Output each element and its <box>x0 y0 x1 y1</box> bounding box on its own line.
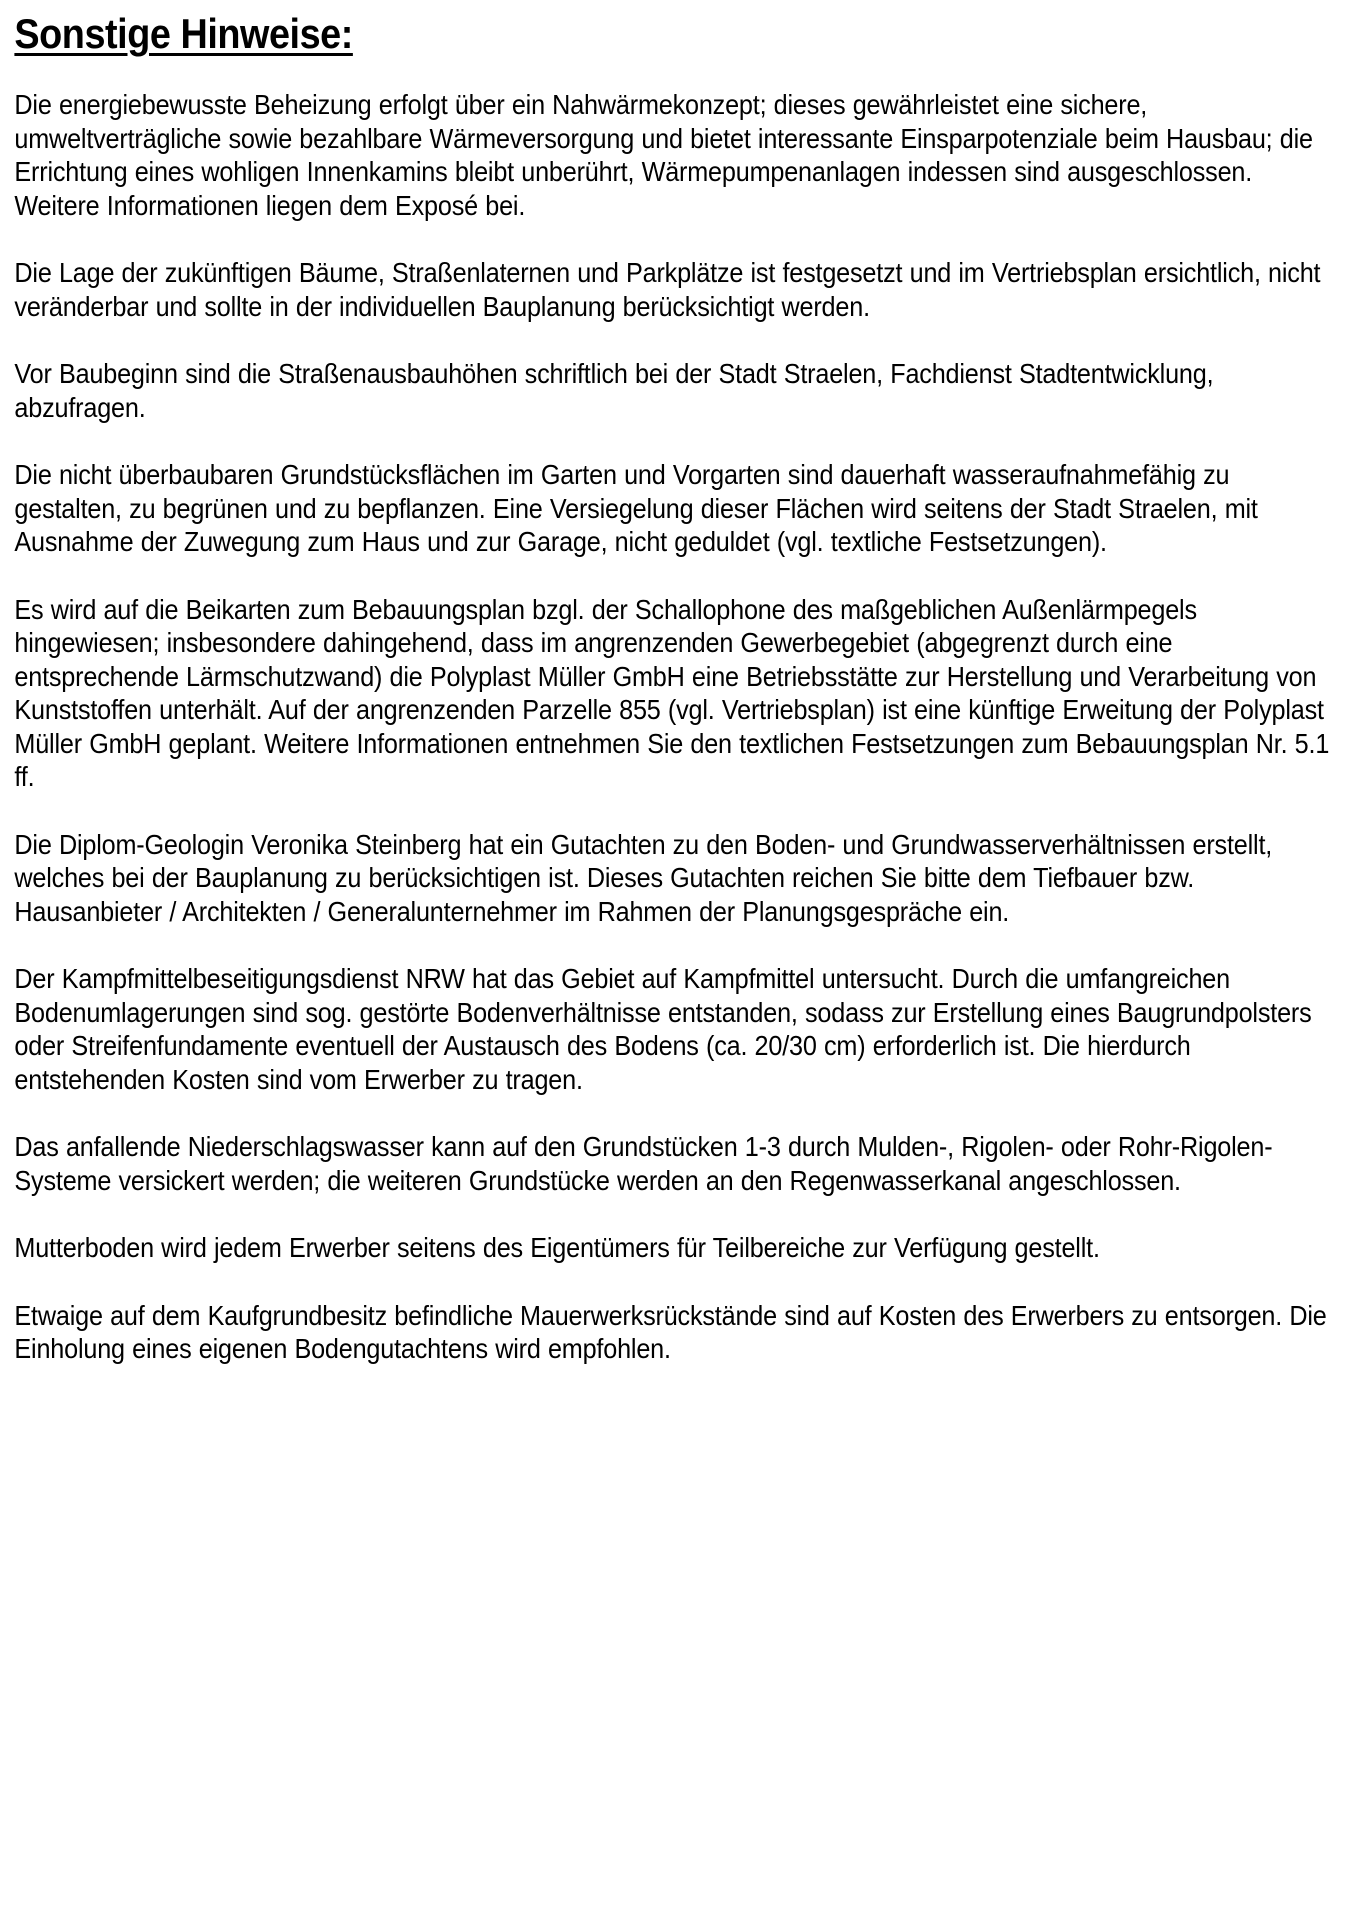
paragraph-ordnance-clearance: Der Kampfmittelbeseitigungsdienst NRW hat das Gebiet auf Kampfmittel untersucht. Durch die umfangreichen Bodenumlagerungen sind sog. gestörte Bodenverhältnisse entstanden, sodass zur Erstellung eines Baugrundpolsters oder Streifenfundamente eventuell der Austausch des Bodens (ca. 20/30 cm) erforderlich ist. Die hierdurch entstehenden Kosten sind vom Erwerber zu tragen. <box>14 963 1312 1095</box>
paragraph-trees-streetlights-parking: Die Lage der zukünftigen Bäume, Straßenlaternen und Parkplätze ist festgesetzt und im Vertriebsplan ersichtlich, nicht veränderbar und sollte in der individuellen Bauplanung berücksichtigt werden. <box>14 257 1321 322</box>
paragraph-masonry-residues: Etwaige auf dem Kaufgrundbesitz befindliche Mauerwerksrückstände sind auf Kosten des Erwerbers zu entsorgen. Die Einholung eines eigenen Bodengutachtens wird empfohlen. <box>14 1299 1327 1364</box>
paragraph-noise-map-polyplast: Es wird auf die Beikarten zum Bebauungsplan bzgl. der Schallophone des maßgeblichen Außenlärmpegels hingewiesen; insbesondere dahingehend, dass im angrenzenden Gewerbegebiet (abgegrenzt durch eine entsprechende Lärmschutzwand) die Polyplast Müller GmbH eine Betriebsstätte zur Herstellung und Verarbeitung von Kunststoffen unterhält. Auf der angrenzenden Parzelle 855 (vgl. Vertriebsplan) ist eine künftige Erweitung der Polyplast Müller GmbH geplant. Weitere Informationen entnehmen Sie den textlichen Festsetzungen zum Bebauungsplan Nr. 5.1 ff. <box>14 593 1330 792</box>
paragraph-energy-heating: Die energiebewusste Beheizung erfolgt über ein Nahwärmekonzept; dieses gewährleistet eine sichere, umweltverträgliche sowie bezahlbare Wärmeversorgung und bietet interessante Einsparpotenziale beim Hausbau; die Errichtung eines wohligen Innenkamins bleibt unberührt, Wärmepumpenanlagen indessen sind ausgeschlossen. Weitere Informationen liegen dem Exposé bei. <box>14 89 1313 221</box>
paragraph-rainwater-infiltration: Das anfallende Niederschlagswasser kann auf den Grundstücken 1-3 durch Mulden-, Rigolen- oder Rohr-Rigolen-Systeme versickert werden; die weiteren Grundstücke werden an den Regenwasserkanal angeschlossen. <box>14 1131 1273 1196</box>
paragraph-street-construction-heights: Vor Baubeginn sind die Straßenausbauhöhen schriftlich bei der Stadt Straelen, Fachdienst Stadtentwicklung, abzufragen. <box>14 358 1214 423</box>
page-title: Sonstige Hinweise: <box>14 10 353 57</box>
paragraph-topsoil-provision: Mutterboden wird jedem Erwerber seitens des Eigentümers für Teilbereiche zur Verfügung gestellt. <box>14 1232 1100 1263</box>
paragraph-unsealed-garden-areas: Die nicht überbaubaren Grundstücksflächen im Garten und Vorgarten sind dauerhaft wasseraufnahmefähig zu gestalten, zu begrünen und zu bepflanzen. Eine Versiegelung dieser Flächen wird seitens der Stadt Straelen, mit Ausnahme der Zuwegung zum Haus und zur Garage, nicht geduldet (vgl. textliche Festsetzungen). <box>14 459 1258 557</box>
paragraph-list <box>14 88 1332 1366</box>
paragraph-geologist-report: Die Diplom-Geologin Veronika Steinberg hat ein Gutachten zu den Boden- und Grundwasserverhältnissen erstellt, welches bei der Bauplanung zu berücksichtigen ist. Dieses Gutachten reichen Sie bitte dem Tiefbauer bzw. Hausanbieter / Architekten / Generalunternehmer im Rahmen der Planungsgespräche ein. <box>14 828 1273 927</box>
